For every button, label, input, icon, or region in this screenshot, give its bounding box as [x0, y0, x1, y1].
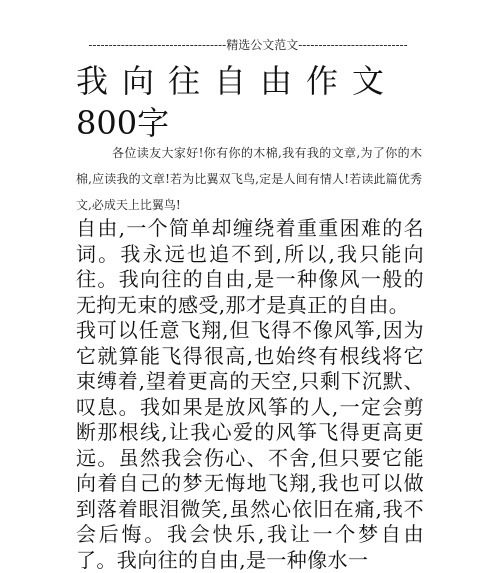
title-line-2: 800字: [76, 104, 170, 142]
document-title: [76, 60, 424, 144]
intro-paragraph: 各位读友大家好!你有你的木棉,我有我的文章,为了你的木棉,应读我的文章!若为比翼双飞鸟,定是人间有情人!若读此篇优秀文,必成天上比翼鸟!: [76, 146, 422, 212]
article-body: [76, 216, 424, 573]
body-paragraph-1: 自由,一个简单却缠绕着重重困难的名词。我永远也追不到,所以,我只能向往。我向往的自由,是一种像风一般的无拘无束的感受,那才是真正的自由。: [76, 216, 424, 317]
body-paragraph-2: 我可以任意飞翔,但飞得不像风筝,因为它就算能飞得很高,也始终有根线将它束缚着,望着更高的天空,只剩下沉默、叹息。我如果是放风筝的人,一定会剪断那根线,让我心爱的风筝飞得更高更远。虽然我会伤心、不舍,但只要它能向着自己的梦无悔地飞翔,我也可以做到落着眼泪微笑,虽然心依旧在痛,我不会后悔。我会快乐,我让一个梦自由了。我向往的自由,是一种像水一: [76, 318, 424, 572]
page-header-banner: ----------------------------------精选公文范文---------------------------: [88, 38, 408, 52]
title-line-1: 我向往自由作文: [76, 62, 399, 100]
